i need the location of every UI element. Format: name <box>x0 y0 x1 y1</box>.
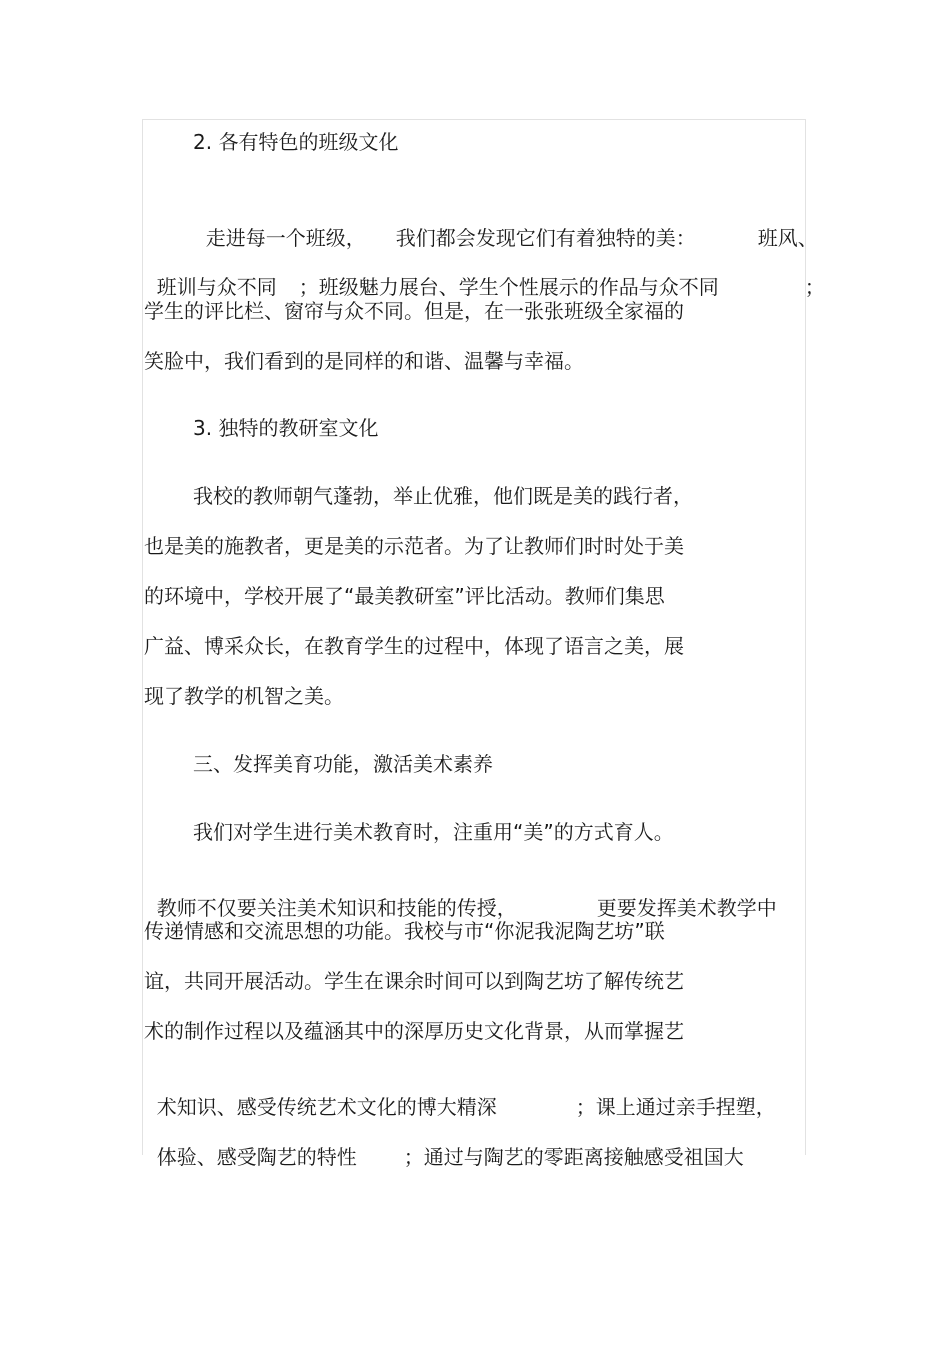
paragraph-line <box>144 248 277 300</box>
paragraph-line <box>391 1118 744 1170</box>
section-heading-art: 三、发挥美育功能，激活美术素养 <box>193 752 493 776</box>
paragraph-line: 我们对学生进行美术教育时，注重用“美”的方式育人。 <box>193 820 674 844</box>
text-run: ；通过与陶艺的零距离接触感受祖国大 <box>403 1145 744 1169</box>
text-run: 走进每一个班级， <box>205 226 366 250</box>
text-run: ； <box>804 275 825 299</box>
paragraph-line <box>193 199 366 251</box>
paragraph-line <box>792 248 825 300</box>
paragraph-line <box>144 1118 357 1170</box>
text-run: 术知识、感受传统艺术文化的博大精深 <box>156 1095 497 1119</box>
text-run: 班训与众不同 <box>156 275 277 299</box>
text-run: 班风、 <box>757 226 818 250</box>
paragraph-line <box>383 199 696 251</box>
paragraph-line: 广益、博采众长，在教育学生的过程中，体现了语言之美，展 <box>144 634 684 658</box>
paragraph-line: 也是美的施教者，更是美的示范者。为了让教师们时时处于美 <box>144 534 684 558</box>
paragraph-line: 现了教学的机智之美。 <box>144 684 344 708</box>
paragraph-line: 术的制作过程以及蕴涵其中的深厚历史文化背景，从而掌握艺 <box>144 1019 684 1043</box>
text-run: ；班级魅力展台、学生个性展示的作品与众不同 <box>298 275 719 299</box>
paragraph-line <box>286 248 719 300</box>
paragraph-line <box>745 199 818 251</box>
text-run: ；课上通过亲手捏塑， <box>575 1095 776 1119</box>
paragraph-line <box>563 1068 776 1120</box>
text-run: 体验、感受陶艺的特性 <box>156 1145 357 1169</box>
paragraph-line <box>584 869 777 921</box>
paragraph-line: 学生的评比栏、窗帘与众不同。但是，在一张张班级全家福的 <box>144 299 684 323</box>
text-run: 我们都会发现它们有着独特的美： <box>395 226 696 250</box>
paragraph-line: 的环境中，学校开展了“最美教研室”评比活动。教师们集思 <box>144 584 665 608</box>
text-run: 教师不仅要关注美术知识和技能的传授， <box>156 896 517 920</box>
paragraph-line: 传递情感和交流思想的功能。我校与市“你泥我泥陶艺坊”联 <box>144 919 665 943</box>
paragraph-line <box>144 869 517 921</box>
text-run: 更要发挥美术教学中 <box>596 896 777 920</box>
section-heading-class-culture: 2. 各有特色的班级文化 <box>193 130 399 154</box>
paragraph-line: 我校的教师朝气蓬勃，举止优雅，他们既是美的践行者， <box>193 484 693 508</box>
paragraph-line: 谊，共同开展活动。学生在课余时间可以到陶艺坊了解传统艺 <box>144 969 684 993</box>
section-heading-office-culture: 3. 独特的教研室文化 <box>193 416 379 440</box>
paragraph-line <box>144 1068 497 1120</box>
paragraph-line: 笑脸中，我们看到的是同样的和谐、温馨与幸福。 <box>144 349 584 373</box>
